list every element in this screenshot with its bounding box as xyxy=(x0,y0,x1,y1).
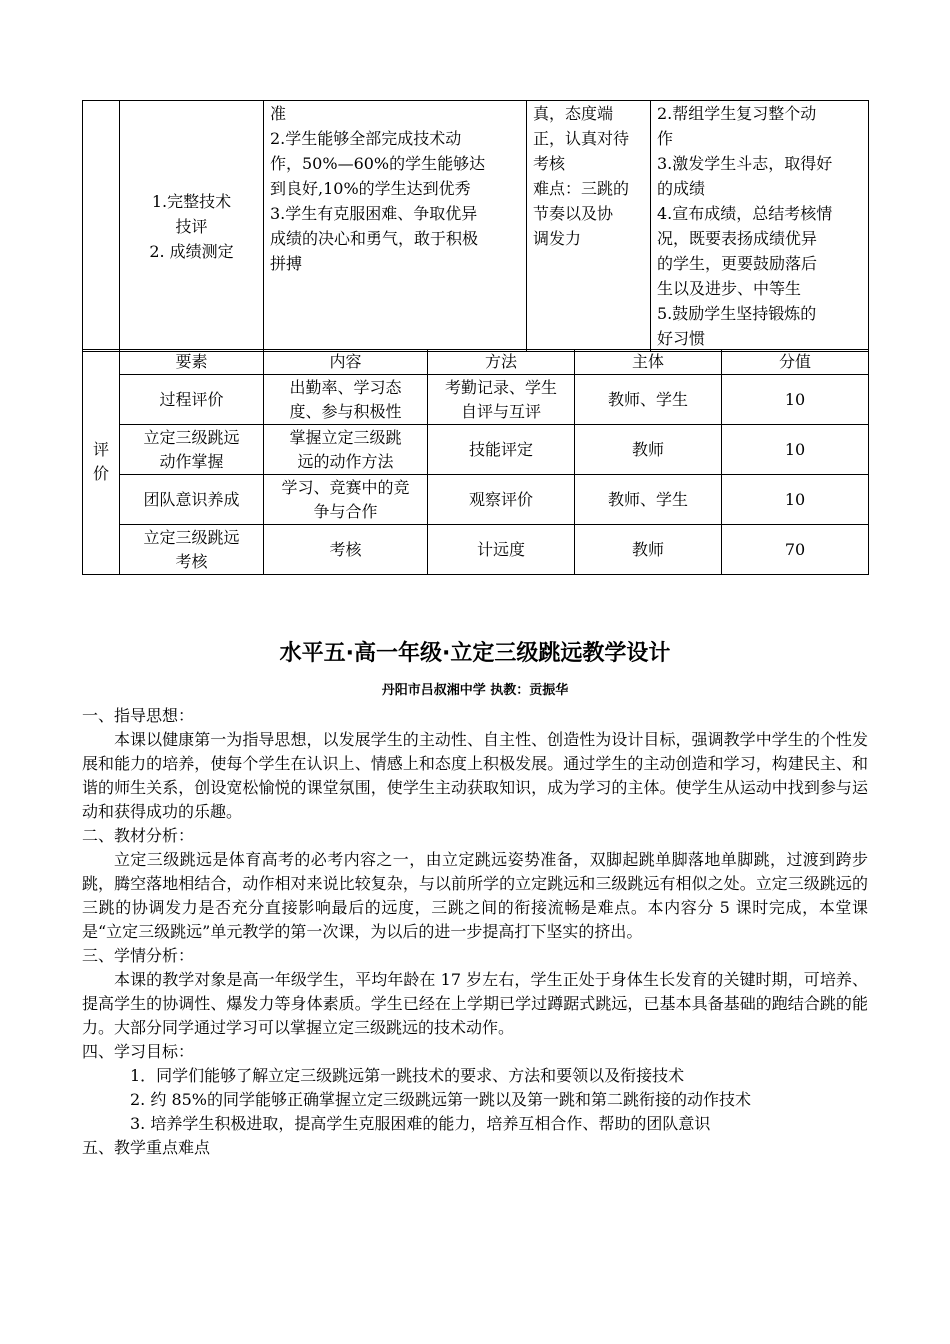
header-score: 分值 xyxy=(722,350,869,375)
content-cell: 学习、竞赛中的竞 争与合作 xyxy=(264,475,428,525)
score-cell: 10 xyxy=(722,425,869,475)
element-cell: 过程评价 xyxy=(120,375,264,425)
cell-line: 况，既要表扬成绩优异 xyxy=(657,229,818,248)
cell-line: 2.帮组学生复习整个动 xyxy=(657,104,817,123)
paragraph: 本课的教学对象是高一年级学生，平均年龄在 17 岁左右，学生正处于身体生长发育的关键时期，可培养、提高学生的协调性、爆发力等身体素质。学生已经在上学期已学过蹲踞式跳远，已基本具备基础的跑结合跳的能力。大部分同学通过学习可以掌握立定三级跳远的技术动作。 xyxy=(82,970,868,1037)
cell-line: 准 xyxy=(270,104,287,123)
subject-cell: 教师、学生 xyxy=(575,475,722,525)
cell-line: 作，50%—60%的学生能够达 xyxy=(270,154,486,173)
score-cell: 10 xyxy=(722,375,869,425)
cell-line: 的成绩 xyxy=(657,179,706,198)
teacher-activity-cell xyxy=(651,101,869,352)
section-heading: 一、指导思想： xyxy=(82,706,195,725)
cell-line: 正，认真对待 xyxy=(533,129,630,148)
cell-line: 调发力 xyxy=(533,229,582,248)
evaluation-header-row xyxy=(83,350,869,375)
score-cell: 10 xyxy=(722,475,869,525)
cell-line: 真，态度端 xyxy=(533,104,614,123)
cell-line: 2.学生能够全部完成技术动 xyxy=(270,129,462,148)
element-cell: 立定三级跳远 考核 xyxy=(120,525,264,575)
content-cell: 出勤率、学习态 度、参与积极性 xyxy=(264,375,428,425)
section-heading: 五、教学重点难点 xyxy=(82,1138,211,1157)
part-cell xyxy=(120,101,264,352)
part-line: 技评 xyxy=(175,216,208,236)
section-heading: 四、学习目标： xyxy=(82,1042,195,1061)
section-heading: 二、教材分析： xyxy=(82,826,195,845)
cell-line: 4.宣布成绩，总结考核情 xyxy=(657,204,833,223)
header-content: 内容 xyxy=(264,350,428,375)
cell-line: 好习惯 xyxy=(657,329,706,348)
focus-cell xyxy=(527,101,651,352)
cell-line: 节奏以及协 xyxy=(533,204,614,223)
objectives-cell xyxy=(264,101,527,352)
document-body xyxy=(82,704,868,1160)
method-cell: 考勤记录、学生 自评与互评 xyxy=(428,375,575,425)
cell-line: 作 xyxy=(657,129,674,148)
table-cell-blank xyxy=(83,101,120,352)
cell-line: 拼搏 xyxy=(270,254,303,273)
cell-line: 到良好,10%的学生达到优秀 xyxy=(270,179,471,198)
cell-line: 难点：三跳的 xyxy=(533,179,630,198)
method-cell: 计远度 xyxy=(428,525,575,575)
method-cell: 技能评定 xyxy=(428,425,575,475)
subject-cell: 教师 xyxy=(575,525,722,575)
section-heading: 三、学情分析： xyxy=(82,946,195,965)
goal-item: 3. 培养学生积极进取，提高学生克服困难的能力，培养互相合作、帮助的团队意识 xyxy=(130,1114,711,1133)
cell-line: 5.鼓励学生坚持锻炼的 xyxy=(657,304,817,323)
subject-cell: 教师 xyxy=(575,425,722,475)
score-cell: 70 xyxy=(722,525,869,575)
goal-item: 1．同学们能够了解立定三级跳远第一跳技术的要求、方法和要领以及衔接技术 xyxy=(130,1066,685,1085)
header-method: 方法 xyxy=(428,350,575,375)
part-line: 2. 成绩测定 xyxy=(149,241,234,261)
part-line: 1.完整技术 xyxy=(151,191,232,211)
goal-item: 2. 约 85%的同学能够正确掌握立定三级跳远第一跳以及第一跳和第二跳衔接的动作技术 xyxy=(130,1090,752,1109)
header-element: 要素 xyxy=(120,350,264,375)
cell-line: 成绩的决心和勇气，敢于积极 xyxy=(270,229,479,248)
author-line: 丹阳市吕叔湘中学 执教：贡振华 xyxy=(381,683,569,698)
table-row xyxy=(83,425,869,475)
table-row xyxy=(83,525,869,575)
paragraph: 本课以健康第一为指导思想，以发展学生的主动性、自主性、创造性为设计目标，强调教学中学生的个性发展和能力的培养，使每个学生在认识上、情感上和态度上积极发展。通过学生的主动创造和学习，构建民主、和谐的师生关系，创设宽松愉悦的课堂氛围，使学生主动获取知识，成为学习的主体。使学生从运动中找到参与运动和获得成功的乐趣。 xyxy=(82,730,868,821)
document-title: 水平五·高一年级·立定三级跳远教学设计 xyxy=(279,641,671,666)
evaluation-table xyxy=(82,349,869,575)
lesson-table xyxy=(82,100,869,352)
content-cell: 掌握立定三级跳 远的动作方法 xyxy=(264,425,428,475)
header-subject: 主体 xyxy=(575,350,722,375)
cell-line: 3.激发学生斗志，取得好 xyxy=(657,154,833,173)
cell-line: 3.学生有克服困难、争取优异 xyxy=(270,204,478,223)
table-row xyxy=(83,475,869,525)
element-cell: 立定三级跳远 动作掌握 xyxy=(120,425,264,475)
cell-line: 的学生，更要鼓励落后 xyxy=(657,254,818,273)
cell-line: 考核 xyxy=(533,154,566,173)
content-cell: 考核 xyxy=(264,525,428,575)
table-row xyxy=(83,375,869,425)
evaluation-side-label: 评 价 xyxy=(83,350,120,575)
method-cell: 观察评价 xyxy=(428,475,575,525)
element-cell: 团队意识养成 xyxy=(120,475,264,525)
subject-cell: 教师、学生 xyxy=(575,375,722,425)
cell-line: 生以及进步、中等生 xyxy=(657,279,802,298)
paragraph: 立定三级跳远是体育高考的必考内容之一，由立定跳远姿势准备，双脚起跳单脚落地单脚跳，过渡到跨步跳，腾空落地相结合，动作相对来说比较复杂，与以前所学的立定跳远和三级跳远有相似之处。立定三级跳远的三跳的协调发力是否充分直接影响最后的远度，三跳之间的衔接流畅是难点。本内容分 5 课时完成，本堂课是“立定三级跳远”单元教学的第一次课，为以后的进一步提高打下坚实的挤出。 xyxy=(82,850,868,941)
